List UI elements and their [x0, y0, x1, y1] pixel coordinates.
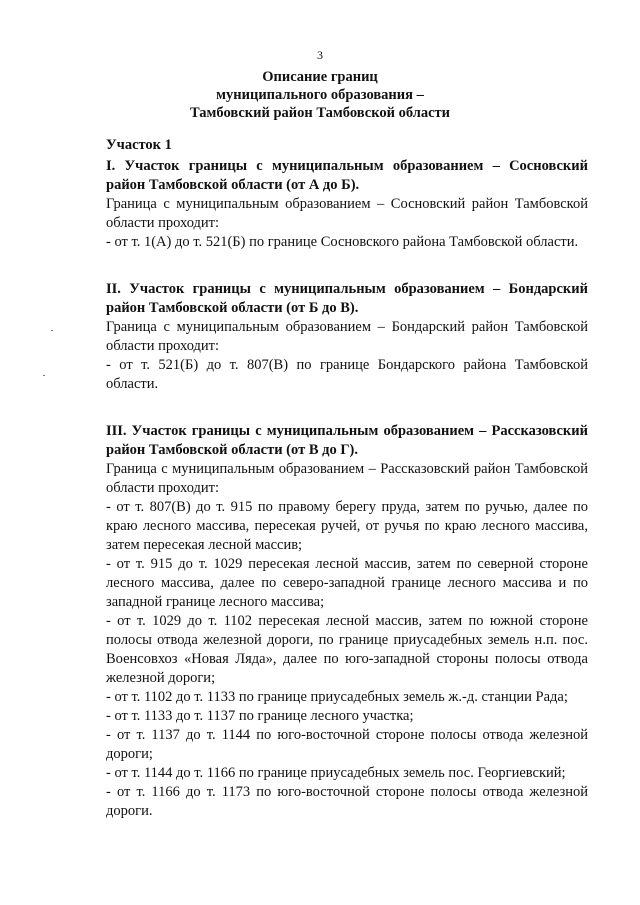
scan-speck — [51, 330, 53, 331]
section-paragraph: - от т. 1(А) до т. 521(Б) по границе Сосновского района Тамбовской области. — [106, 234, 579, 250]
plot-label: Участок 1 — [106, 137, 172, 153]
document-title — [0, 68, 640, 122]
section-paragraph: Граница с муниципальным образованием – Сосновский район Тамбовской области проходит: — [106, 196, 588, 231]
section-paragraph: - от т. 1102 до т. 1133 по границе приусадебных земель ж.-д. станции Рада; — [106, 689, 568, 705]
section-paragraph: - от т. 915 до т. 1029 пересекая лесной массив, затем по северной стороне лесного массива, далее по северо-западной границе лесного массива и по западной границе лесного массива; — [106, 556, 588, 610]
section-title: I. Участок границы с муниципальным образованием – Сосновский район Тамбовской области (от А до Б). — [106, 158, 588, 193]
section-3 — [106, 422, 588, 821]
section-paragraph: - от т. 521(Б) до т. 807(В) по границе Бондарского района Тамбовской области. — [106, 357, 588, 392]
section-title: II. Участок границы с муниципальным образованием – Бондарский район Тамбовской области (от Б до В). — [106, 281, 588, 316]
scan-speck — [43, 375, 45, 376]
page-number: 3 — [317, 48, 323, 62]
section-2 — [106, 280, 588, 394]
section-paragraph: Граница с муниципальным образованием – Бондарский район Тамбовской области проходит: — [106, 319, 588, 354]
title-line-1: Описание границ — [262, 69, 378, 85]
title-line-2: муниципального образования – — [216, 87, 424, 103]
section-paragraph: - от т. 1166 до т. 1173 по юго-восточной стороне полосы отвода железной дороги. — [106, 784, 588, 819]
section-paragraph: - от т. 1029 до т. 1102 пересекая лесной массив, затем по южной стороне полосы отвода железной дороги, по границе приусадебных земель н.п. пос. Военсовхоз «Новая Ляда», далее по юго-западной стороны полосы отвода железной дороги; — [106, 613, 588, 686]
section-title: III. Участок границы с муниципальным образованием – Рассказовский район Тамбовской области (от В до Г). — [106, 423, 588, 458]
section-paragraph: - от т. 807(В) до т. 915 по правому берегу пруда, затем по ручью, далее по краю лесного массива, пересекая ручей, от ручья по краю лесного массива, затем пересекая лесной массив; — [106, 499, 588, 553]
section-paragraph: - от т. 1137 до т. 1144 по юго-восточной стороне полосы отвода железной дороги; — [106, 727, 588, 762]
title-line-3: Тамбовский район Тамбовской области — [189, 105, 451, 121]
document-body — [106, 136, 588, 821]
section-paragraph: Граница с муниципальным образованием – Рассказовский район Тамбовской области проходит: — [106, 461, 588, 496]
section-paragraph: - от т. 1144 до т. 1166 по границе приусадебных земель пос. Георгиевский; — [106, 765, 566, 781]
section-paragraph: - от т. 1133 до т. 1137 по границе лесного участка; — [106, 708, 414, 724]
section-1 — [106, 157, 588, 252]
